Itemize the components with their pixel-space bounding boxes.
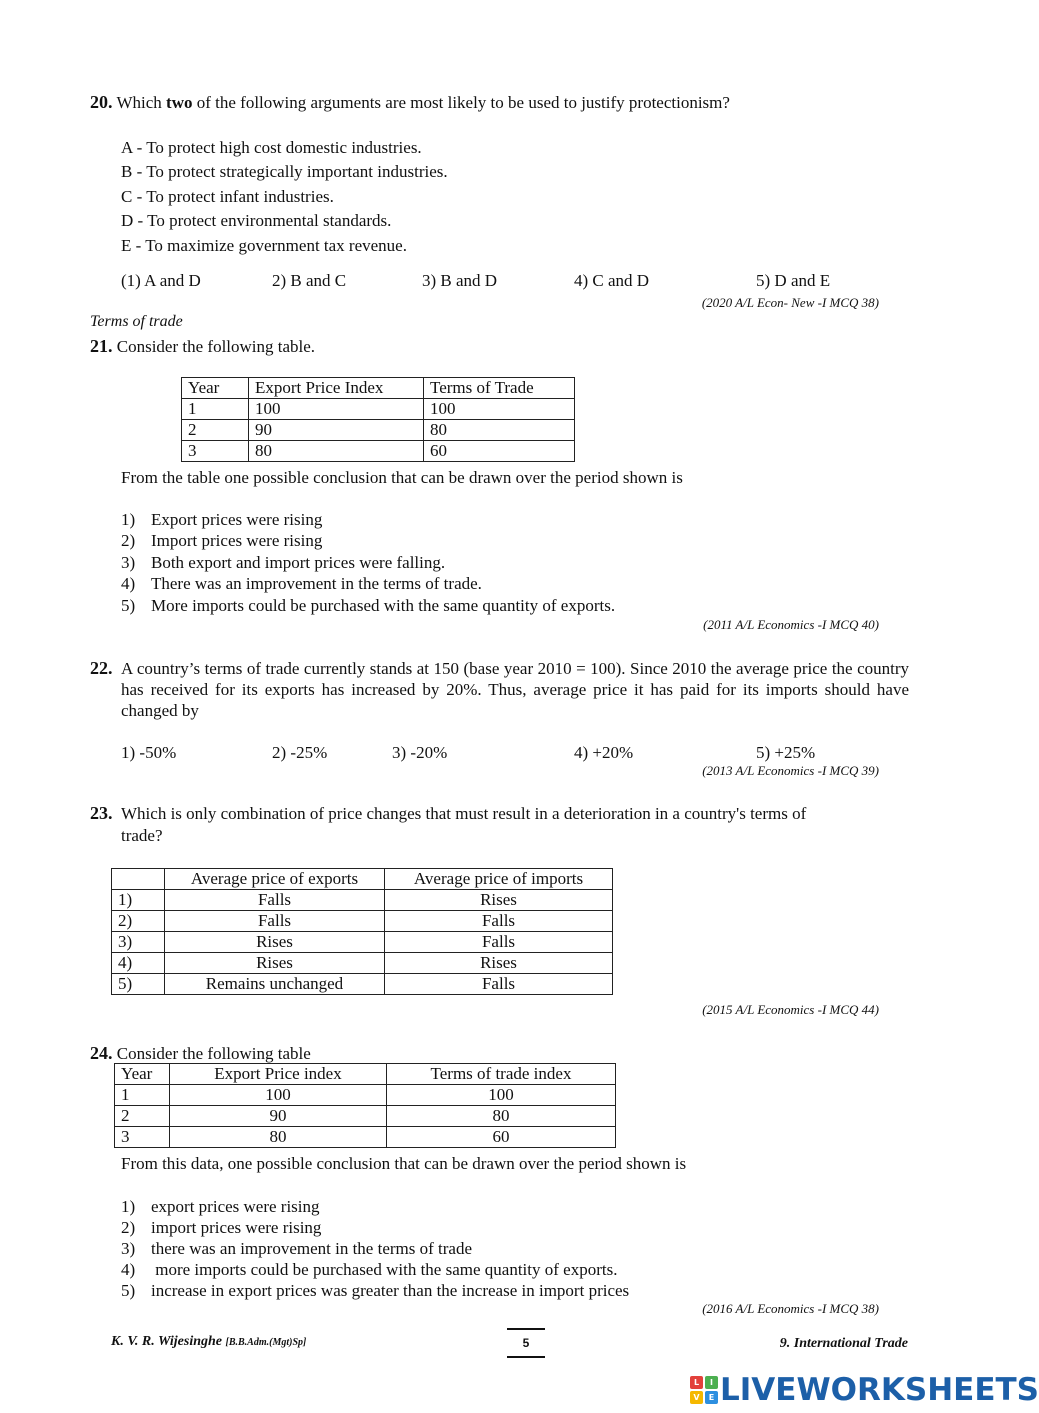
liveworksheets-logo[interactable] (690, 1372, 1039, 1408)
q23-table (111, 868, 613, 995)
table-row (182, 441, 575, 462)
q20-text-pre: Which (116, 93, 167, 112)
q20-text-bold: two (166, 93, 193, 112)
q21-option[interactable] (121, 596, 616, 616)
table-cell: 3 (115, 1127, 170, 1148)
table-cell: Rises (165, 953, 385, 974)
q20-text-post: of the following arguments are most likely to be used to justify protectionism? (192, 93, 730, 112)
table-cell: 80 (424, 420, 575, 441)
logo-letter: E (705, 1391, 718, 1404)
option-number: 1) (121, 510, 136, 529)
table-cell: 60 (387, 1127, 616, 1148)
q21-option[interactable] (121, 531, 323, 551)
q22-text: A country’s terms of trade currently stands at 150 (base year 2010 = 100). Since 2010 the average price the country has received for its exports has increased by 20%. Thus, average price it has paid for its imports should have changed by (121, 659, 909, 720)
table-cell: Remains unchanged (165, 974, 385, 995)
q21-table (181, 377, 575, 462)
table-cell: 5) (112, 974, 165, 995)
option-text: More imports could be purchased with the same quantity of exports. (151, 596, 616, 615)
q21-number: 21. (90, 336, 113, 356)
table-header-cell: Terms of trade index (387, 1064, 616, 1085)
logo-mark-icon (690, 1376, 718, 1404)
table-header-cell (112, 869, 165, 890)
table-header-row (182, 378, 575, 399)
option-text: there was an improvement in the terms of trade (151, 1239, 472, 1258)
footer-chapter: 9. International Trade (779, 1336, 908, 1351)
q24-table (114, 1063, 616, 1148)
q22-option[interactable]: 5) +25% (756, 743, 816, 762)
option-number: 2) (121, 531, 136, 550)
q24-source: (2016 A/L Economics -I MCQ 38) (702, 1301, 879, 1316)
table-cell: 100 (424, 399, 575, 420)
q21-text: Consider the following table. (116, 337, 316, 356)
option-text: export prices were rising (151, 1197, 320, 1216)
q22-number: 22. (90, 658, 113, 678)
q24-option[interactable] (121, 1218, 322, 1238)
q22-option[interactable]: 1) -50% (121, 743, 177, 762)
q21-conclusion: From the table one possible conclusion that can be drawn over the period shown is (121, 468, 683, 487)
table-row (182, 420, 575, 441)
option-text: import prices were rising (151, 1218, 322, 1237)
author-credentials: [B.B.Adm.(Mgt)Sp] (225, 1337, 307, 1348)
q21-option[interactable] (121, 510, 323, 530)
q24-option[interactable] (121, 1281, 630, 1301)
table-cell: 80 (249, 441, 424, 462)
table-cell: 80 (170, 1127, 387, 1148)
table-row (115, 1085, 616, 1106)
table-cell: Falls (385, 932, 613, 953)
table-row[interactable] (112, 911, 613, 932)
q20-option[interactable]: 2) B and C (272, 271, 347, 290)
table-row (115, 1127, 616, 1148)
table-cell: Rises (385, 953, 613, 974)
table-row[interactable] (112, 974, 613, 995)
q24-option[interactable] (121, 1239, 472, 1259)
table-cell: Falls (385, 911, 613, 932)
q20-stem (90, 92, 730, 113)
q24-stem (90, 1043, 311, 1064)
option-text: Export prices were rising (151, 510, 323, 529)
q22-option[interactable]: 2) -25% (272, 743, 328, 762)
footer-author (111, 1334, 306, 1350)
q20-number: 20. (90, 92, 113, 112)
table-cell: Falls (165, 911, 385, 932)
table-header-cell: Year (115, 1064, 170, 1085)
q22-option[interactable]: 3) -20% (392, 743, 448, 762)
table-cell: 90 (170, 1106, 387, 1127)
table-header-cell: Export Price index (170, 1064, 387, 1085)
q20-statement: C - To protect infant industries. (121, 187, 334, 206)
q20-statement: A - To protect high cost domestic industries. (121, 138, 422, 157)
table-row[interactable] (112, 932, 613, 953)
q20-option[interactable]: (1) A and D (121, 271, 201, 290)
q23-text-line2: trade? (121, 826, 163, 845)
q24-option[interactable] (121, 1197, 320, 1217)
logo-letter: L (690, 1376, 703, 1389)
table-cell: 90 (249, 420, 424, 441)
option-text: Both export and import prices were falling. (151, 553, 446, 572)
table-cell: 3 (182, 441, 249, 462)
table-cell: Falls (165, 890, 385, 911)
option-number: 1) (121, 1197, 136, 1216)
q23-source: (2015 A/L Economics -I MCQ 44) (702, 1002, 879, 1017)
q20-option[interactable]: 4) C and D (574, 271, 650, 290)
q20-statement: B - To protect strategically important industries. (121, 162, 448, 181)
option-text: more imports could be purchased with the same quantity of exports. (151, 1260, 618, 1279)
table-cell: Rises (165, 932, 385, 953)
q23-number: 23. (90, 803, 113, 823)
q24-option[interactable] (121, 1260, 618, 1280)
table-cell: 100 (249, 399, 424, 420)
option-text: Import prices were rising (151, 531, 323, 550)
q24-conclusion: From this data, one possible conclusion that can be drawn over the period shown is (121, 1154, 687, 1173)
table-row (115, 1106, 616, 1127)
table-header-row (115, 1064, 616, 1085)
table-cell: 100 (387, 1085, 616, 1106)
q23-text-line1: Which is only combination of price changes that must result in a deterioration in a country's terms of (121, 804, 807, 823)
q21-source: (2011 A/L Economics -I MCQ 40) (703, 617, 879, 632)
table-header-cell: Terms of Trade (424, 378, 575, 399)
table-cell: 60 (424, 441, 575, 462)
table-header-cell: Export Price Index (249, 378, 424, 399)
table-cell: Rises (385, 890, 613, 911)
q20-option[interactable]: 3) B and D (422, 271, 498, 290)
table-cell: Falls (385, 974, 613, 995)
q22-source: (2013 A/L Economics -I MCQ 39) (702, 763, 879, 778)
option-number: 3) (121, 1239, 136, 1258)
q20-statement: D - To protect environmental standards. (121, 211, 392, 230)
table-cell: 1) (112, 890, 165, 911)
table-cell: 4) (112, 953, 165, 974)
q20-statement: E - To maximize government tax revenue. (121, 236, 407, 255)
q21-option[interactable] (121, 574, 482, 594)
table-cell: 2 (182, 420, 249, 441)
table-cell: 80 (387, 1106, 616, 1127)
table-row[interactable] (112, 890, 613, 911)
logo-letter: I (705, 1376, 718, 1389)
table-row (182, 399, 575, 420)
table-cell: 100 (170, 1085, 387, 1106)
table-row[interactable] (112, 953, 613, 974)
option-text: There was an improvement in the terms of trade. (151, 574, 482, 593)
q21-stem (90, 336, 315, 357)
logo-letter: V (690, 1391, 703, 1404)
table-cell: 1 (182, 399, 249, 420)
option-number: 3) (121, 553, 136, 572)
option-text: increase in export prices was greater than the increase in import prices (151, 1281, 630, 1300)
table-cell: 3) (112, 932, 165, 953)
q24-number: 24. (90, 1043, 113, 1063)
q21-option[interactable] (121, 553, 446, 573)
table-cell: 2 (115, 1106, 170, 1127)
author-name: K. V. R. Wijesinghe (111, 1334, 226, 1349)
table-header-row (112, 869, 613, 890)
table-header-cell: Average price of exports (165, 869, 385, 890)
option-number: 4) (121, 574, 136, 593)
option-number: 5) (121, 596, 136, 615)
table-header-cell: Average price of imports (385, 869, 613, 890)
q20-option[interactable]: 5) D and E (756, 271, 831, 290)
table-cell: 2) (112, 911, 165, 932)
option-number: 2) (121, 1218, 136, 1237)
logo-text: LIVEWORKSHEETS (720, 1372, 1039, 1408)
table-header-cell: Year (182, 378, 249, 399)
q22-option[interactable]: 4) +20% (574, 743, 634, 762)
page-number: 5 (507, 1328, 545, 1358)
q24-text: Consider the following table (116, 1044, 311, 1063)
table-cell: 1 (115, 1085, 170, 1106)
section-title: Terms of trade (90, 313, 183, 330)
option-number: 5) (121, 1281, 136, 1300)
option-number: 4) (121, 1260, 136, 1279)
q20-source: (2020 A/L Econ- New -I MCQ 38) (701, 295, 879, 310)
